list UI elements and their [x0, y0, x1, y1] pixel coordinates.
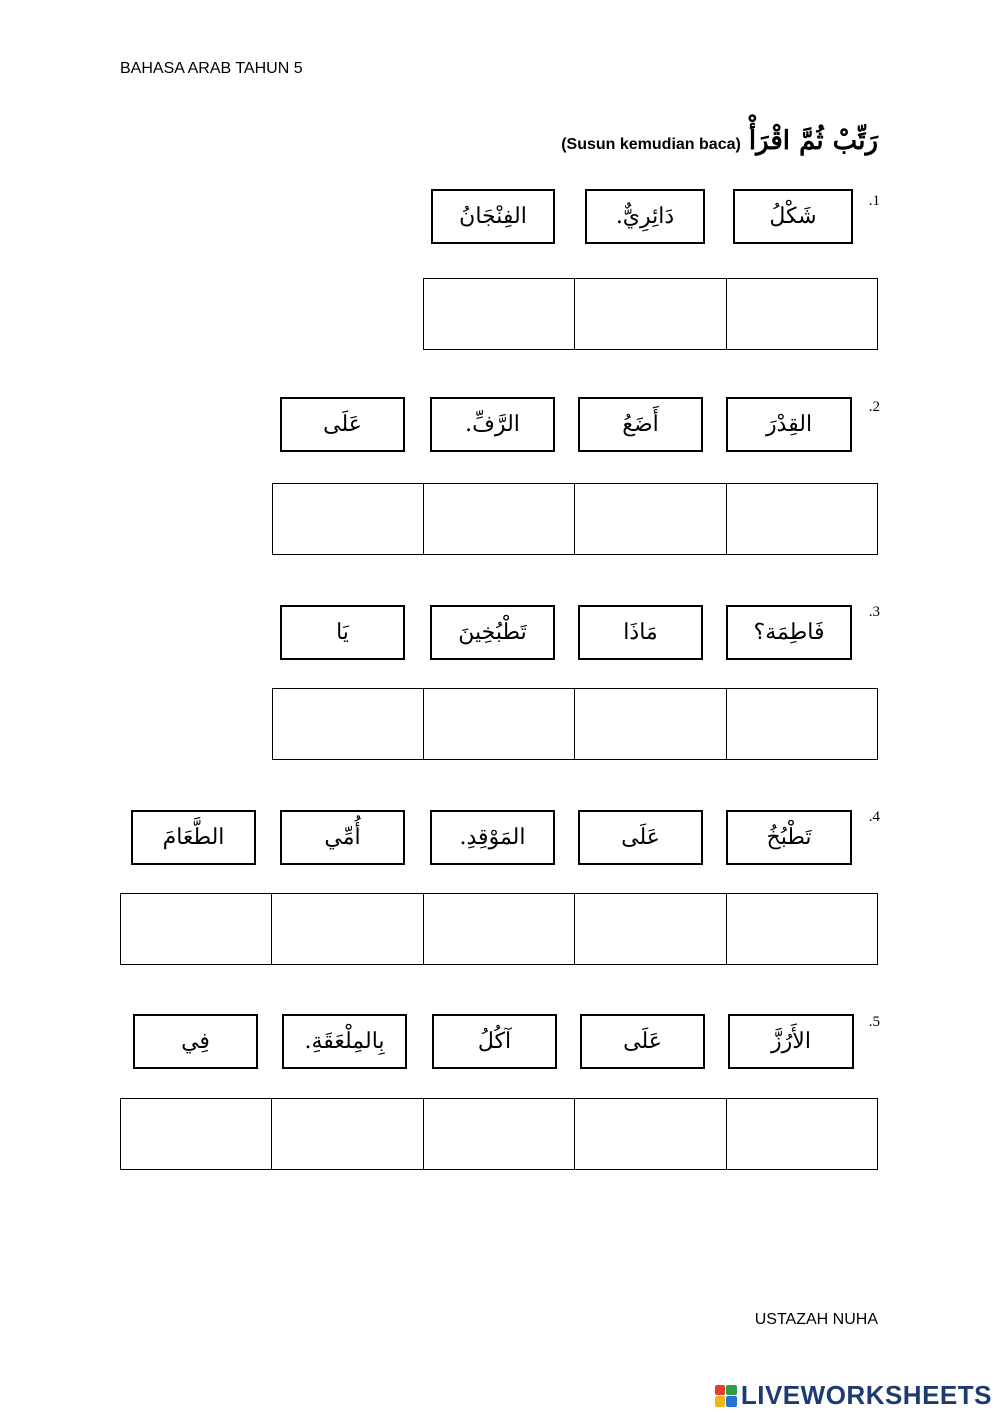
answer-drop-slot[interactable] — [271, 1099, 422, 1169]
answer-drop-slot[interactable] — [574, 894, 725, 964]
question-number: .1 — [868, 193, 880, 209]
word-tile[interactable]: الطَّعَامَ — [131, 810, 256, 865]
instruction-title — [561, 126, 878, 156]
instruction-malay: (Susun kemudian baca) — [561, 136, 741, 153]
answer-grid — [120, 1098, 878, 1170]
answer-grid — [423, 278, 878, 350]
logo-text: LIVEWORKSHEETS — [740, 1380, 992, 1410]
question-number: .3 — [868, 604, 880, 620]
word-tile[interactable]: الرَّفِّ. — [430, 397, 555, 452]
word-tile[interactable]: عَلَى — [580, 1014, 705, 1069]
answer-grid — [120, 893, 878, 965]
word-tile[interactable]: تَطْبُخُ — [726, 810, 852, 865]
answer-drop-slot[interactable] — [574, 279, 725, 349]
answer-drop-slot[interactable] — [574, 484, 725, 554]
word-tile[interactable]: مَاذَا — [578, 605, 703, 660]
answer-drop-slot[interactable] — [726, 279, 877, 349]
answer-drop-slot[interactable] — [271, 894, 422, 964]
word-tile[interactable]: بِالمِلْعَقَةِ. — [282, 1014, 407, 1069]
subject-header: BAHASA ARAB TAHUN 5 — [120, 60, 303, 77]
answer-drop-slot[interactable] — [574, 1099, 725, 1169]
answer-drop-slot[interactable] — [726, 484, 877, 554]
word-tile[interactable]: تَطْبُخِينَ — [430, 605, 555, 660]
word-tile[interactable]: أَضَعُ — [578, 397, 703, 452]
answer-drop-slot[interactable] — [423, 894, 574, 964]
liveworksheets-logo — [715, 1380, 992, 1411]
word-tile[interactable]: القِدْرَ — [726, 397, 852, 452]
logo-icon — [715, 1385, 737, 1407]
answer-drop-slot[interactable] — [423, 484, 574, 554]
logo-square — [715, 1396, 726, 1407]
word-tile[interactable]: يَا — [280, 605, 405, 660]
logo-square — [715, 1385, 726, 1396]
question-number: .2 — [868, 399, 880, 415]
answer-drop-slot[interactable] — [726, 894, 877, 964]
answer-drop-slot[interactable] — [424, 279, 574, 349]
question-number: .4 — [868, 809, 880, 825]
logo-square — [726, 1385, 737, 1396]
answer-drop-slot[interactable] — [273, 484, 423, 554]
word-tile[interactable]: المَوْقِدِ. — [430, 810, 555, 865]
answer-drop-slot[interactable] — [423, 1099, 574, 1169]
answer-drop-slot[interactable] — [273, 689, 423, 759]
word-tile[interactable]: آكُلُ — [432, 1014, 557, 1069]
teacher-name: USTAZAH NUHA — [754, 1311, 878, 1328]
word-tile[interactable]: فَاطِمَة؟ — [726, 605, 852, 660]
word-tile[interactable]: عَلَى — [578, 810, 703, 865]
word-tile[interactable]: شَكْلُ — [733, 189, 853, 244]
logo-square — [726, 1396, 737, 1407]
instruction-arabic: رَتِّبْ ثُمَّ اقْرَأْ — [748, 126, 878, 156]
word-tile[interactable]: فِي — [133, 1014, 258, 1069]
word-tile[interactable]: أُمِّي — [280, 810, 405, 865]
word-tile[interactable]: الفِنْجَانُ — [431, 189, 555, 244]
question-number: .5 — [868, 1014, 880, 1030]
answer-drop-slot[interactable] — [574, 689, 725, 759]
answer-grid — [272, 483, 878, 555]
word-tile[interactable]: الأَرُزَّ — [728, 1014, 854, 1069]
answer-drop-slot[interactable] — [726, 1099, 877, 1169]
answer-drop-slot[interactable] — [726, 689, 877, 759]
answer-drop-slot[interactable] — [423, 689, 574, 759]
answer-grid — [272, 688, 878, 760]
answer-drop-slot[interactable] — [121, 1099, 271, 1169]
answer-drop-slot[interactable] — [121, 894, 271, 964]
word-tile[interactable]: دَائِرِيٌّ. — [585, 189, 705, 244]
word-tile[interactable]: عَلَى — [280, 397, 405, 452]
